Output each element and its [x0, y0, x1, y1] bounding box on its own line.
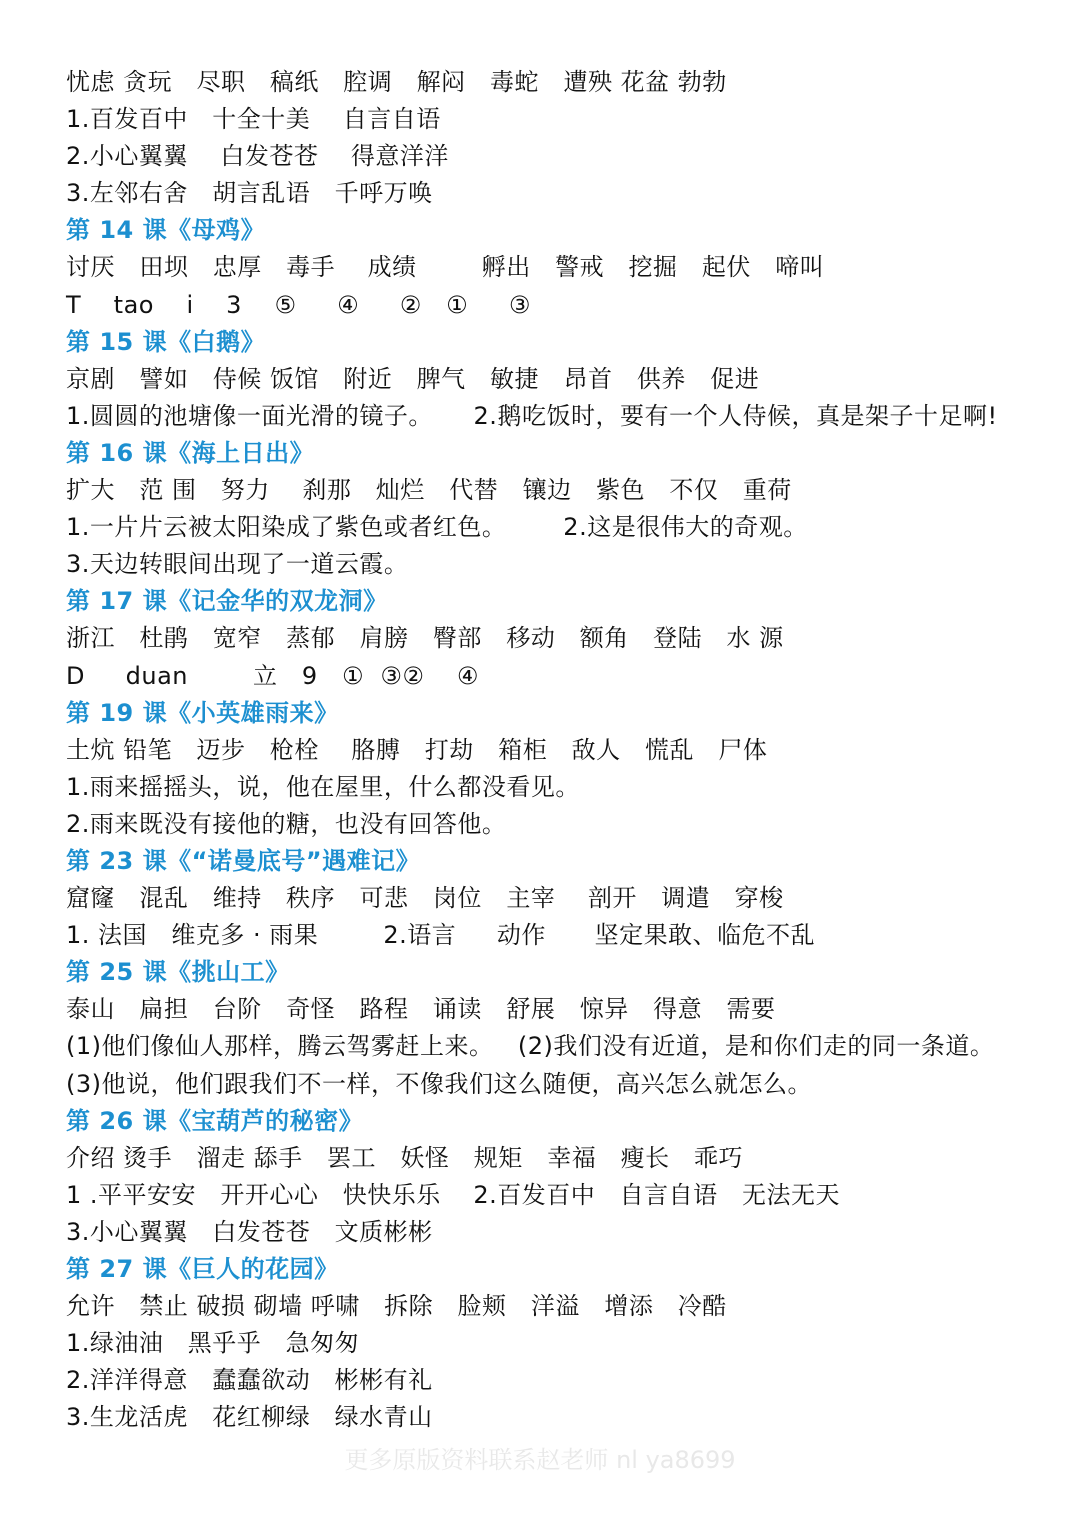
answer-line: 1. 法国 维克多 · 雨果 2.语言 动作 坚定果敢、临危不乱 — [66, 921, 816, 950]
answer-line: 2.洋洋得意 蠢蠢欲动 彬彬有礼 — [66, 1366, 433, 1395]
lesson-heading: 第 25 课《挑山工》 — [66, 958, 290, 987]
answer-line: D duan 立 9 ① ③② ④ — [66, 661, 479, 690]
answer-line: 介绍 烫手 溜走 舔手 罢工 妖怪 规矩 幸福 瘦长 乖巧 — [66, 1143, 743, 1172]
answer-line: 2.雨来既没有接他的糖，也没有回答他。 — [66, 809, 507, 838]
answer-line: (1)他们像仙人那样，腾云驾雾赶上来。 (2)我们没有近道，是和你们走的同一条道。 — [66, 1032, 995, 1061]
answer-line: (3)他说，他们跟我们不一样，不像我们这么随便，高兴怎么就怎么。 — [66, 1069, 812, 1098]
answer-line: 土炕 铅笔 迈步 枪栓 胳膊 打劫 箱柜 敌人 慌乱 尸体 — [66, 735, 768, 764]
answer-line: 1 .平平安安 开开心心 快快乐乐 2.百发百中 自言自语 无法无天 — [66, 1180, 840, 1209]
lesson-heading: 第 16 课《海上日出》 — [66, 438, 315, 467]
answer-line: 京剧 譬如 侍候 饭馆 附近 脾气 敏捷 昂首 供养 促进 — [66, 364, 760, 393]
answer-line: 浙江 杜鹃 宽窄 蒸郁 肩膀 臀部 移动 额角 登陆 水 源 — [66, 624, 784, 653]
answer-line: 讨厌 田坝 忠厚 毒手 成绩 孵出 警戒 挖掘 起伏 啼叫 — [66, 253, 825, 282]
answer-line: 1.圆圆的池塘像一面光滑的镜子。 2.鹅吃饭时，要有一个人侍候，真是架子十足啊! — [66, 401, 998, 430]
document-body — [66, 64, 1056, 1436]
lesson-heading: 第 27 课《巨人的花园》 — [66, 1255, 339, 1283]
answer-line: 2.小心翼翼 白发苍苍 得意洋洋 — [66, 142, 449, 171]
answer-line: T tao i 3 ⑤ ④ ② ① ③ — [66, 290, 531, 319]
answer-line: 扩大 范 围 努力 刹那 灿烂 代替 镶边 紫色 不仅 重荷 — [66, 476, 792, 505]
answer-line: 忧虑 贪玩 尽职 稿纸 腔调 解闷 毒蛇 遭殃 花盆 勃勃 — [66, 68, 727, 96]
lesson-heading: 第 19 课《小英雄雨来》 — [66, 698, 339, 727]
answer-line: 1.绿油油 黑乎乎 急匆匆 — [66, 1329, 360, 1358]
answer-line: 允许 禁止 破损 砌墙 呼啸 拆除 脸颊 洋溢 增添 冷酷 — [66, 1292, 727, 1321]
answer-line: 3.左邻右舍 胡言乱语 千呼万唤 — [66, 179, 433, 208]
watermark: 更多原版资料联系赵老师 nl ya8699 — [344, 1446, 736, 1474]
lesson-heading: 第 23 课《“诺曼底号”遇难记》 — [66, 846, 421, 875]
lesson-heading: 第 14 课《母鸡》 — [66, 216, 266, 245]
answer-line: 1.百发百中 十全十美 自言自语 — [66, 105, 441, 134]
answer-line: 1.雨来摇摇头，说，他在屋里，什么都没看见。 — [66, 772, 580, 801]
answer-line: 1.一片片云被太阳染成了紫色或者红色。 2.这是很伟大的奇观。 — [66, 513, 808, 542]
answer-line: 3.生龙活虎 花红柳绿 绿水青山 — [66, 1403, 433, 1432]
answer-line: 3.天边转眼间出现了一道云霞。 — [66, 550, 409, 579]
lesson-heading: 第 26 课《宝葫芦的秘密》 — [66, 1106, 364, 1135]
answer-line: 泰山 扁担 台阶 奇怪 路程 诵读 舒展 惊异 得意 需要 — [66, 995, 776, 1024]
answer-line: 3.小心翼翼 白发苍苍 文质彬彬 — [66, 1217, 433, 1246]
lesson-heading: 第 17 课《记金华的双龙洞》 — [66, 587, 388, 616]
answer-line: 窟窿 混乱 维持 秩序 可悲 岗位 主宰 剖开 调遣 穿梭 — [66, 884, 784, 913]
lesson-heading: 第 15 课《白鹅》 — [66, 327, 266, 356]
